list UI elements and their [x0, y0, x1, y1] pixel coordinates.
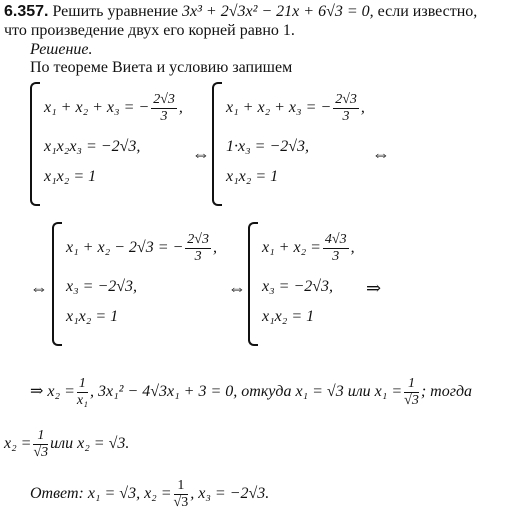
system-2-line-3: x₁x₂ = 1 — [226, 168, 279, 185]
solution-label: Решение. — [30, 41, 93, 58]
system-3-line-1: x₁ + x₂ − 2√3 = − $\frac{2√3}{3}$ , — [66, 232, 217, 264]
answer-line: Ответ: x₁ = √3, x₂ = $\frac{1}{√3}$ , x₃ = −2√3. — [30, 478, 270, 510]
system-2-line-1: x₁ + x₂ + x₃ = − $\frac{2√3}{3}$ , — [226, 92, 365, 124]
system-4-brace — [248, 222, 258, 346]
equiv-arrow-3: ⇔ — [30, 278, 48, 298]
system-4-line-1: x₁ + x₂ = $\frac{4√3}{3}$ , — [262, 232, 355, 264]
system-3-brace — [52, 222, 62, 346]
system-4-line-3: x₁x₂ = 1 — [262, 308, 315, 325]
equiv-arrow-2: ⇔ — [372, 144, 390, 164]
system-2-brace — [212, 82, 222, 206]
answer-label: Ответ: — [30, 485, 84, 503]
system-3-line-3: x₁x₂ = 1 — [66, 308, 119, 325]
implies-arrow: ⇒ — [366, 278, 382, 298]
problem-line-1 — [4, 2, 477, 22]
problem-equation: 3x³ + 2√3x² − 21x + 6√3 = 0, — [182, 3, 374, 20]
problem-text-1: Решить уравнение — [52, 3, 178, 20]
system-4 — [248, 222, 378, 346]
system-4-line-2: x₃ = −2√3, — [262, 278, 334, 295]
system-3 — [52, 222, 232, 346]
system-1-brace — [30, 82, 40, 206]
problem-line-2: что произведение двух его корней равно 1. — [4, 22, 295, 39]
system-1-line-2: x₁x₂x₃ = −2√3, — [44, 138, 141, 155]
system-2-line-2: 1·x₃ = −2√3, — [226, 138, 310, 155]
system-1-line-1: x₁ + x₂ + x₃ = − $\frac{2√3}{3}$ , — [44, 92, 183, 124]
final-line-2: x₂ = $\frac{1}{√3}$ или x₂ = √3. — [4, 428, 130, 460]
problem-text-2: если известно, — [377, 3, 478, 20]
viet-text: По теореме Виета и условию запишем — [30, 59, 293, 76]
equiv-arrow-4: ⇔ — [228, 278, 246, 298]
system-3-line-2: x₃ = −2√3, — [66, 278, 138, 295]
system-2 — [212, 82, 382, 206]
equiv-arrow-1: ⇔ — [192, 144, 210, 164]
final-line-1: ⇒ x₂ = $\frac{1}{\text{x₁}}$ , 3x₁² − 4√3x₁ + 3 = 0, откуда x₁ = √3 или x₁ = $\frac{1}{√3}$ ; тогда — [30, 376, 473, 408]
system-1-line-3: x₁x₂ = 1 — [44, 168, 97, 185]
problem-number: 6.357. — [4, 3, 49, 20]
